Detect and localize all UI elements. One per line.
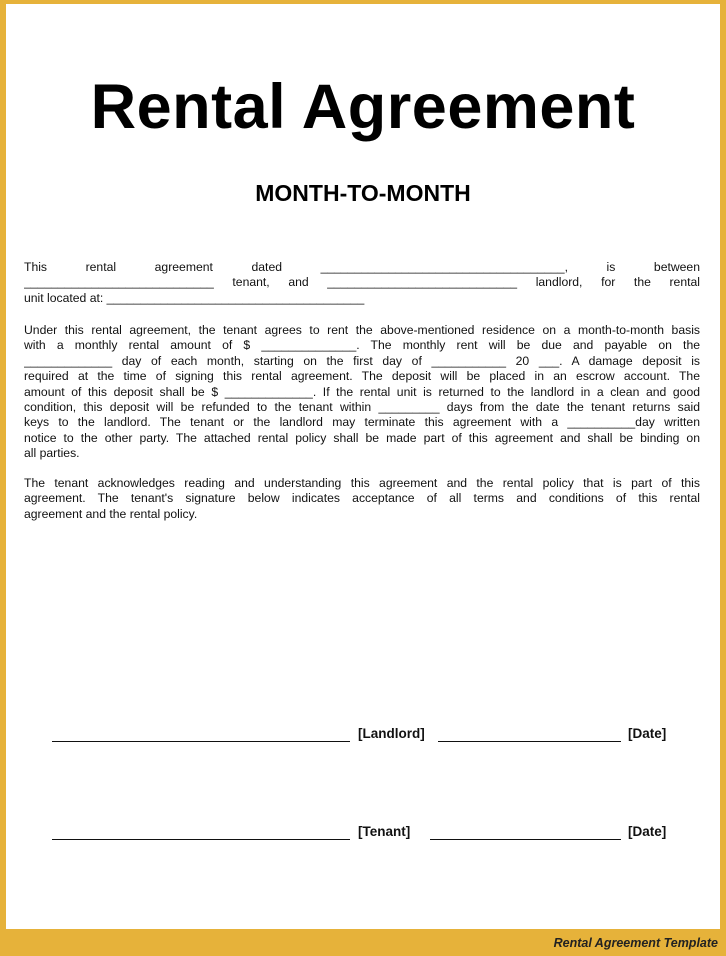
tenant-date-label: [Date] [628,824,667,839]
terms-paragraph [24,323,700,462]
paragraph-line: unit located at: ______________________________________ [24,290,365,305]
paragraph-line: notice to the other party. The attached rental policy shall be made part of this agreement and shall be binding on [24,430,700,445]
paragraph-line: amount of this deposit shall be $ _____________. If the rental unit is returned to the landlord in a clean and good [24,384,700,399]
paragraph-line: agreement. The tenant's signature below indicates acceptance of all terms and conditions of this rental [24,491,700,506]
paragraph-line: _____________ day of each month, starting on the first day of ___________ 20 ___. A damage deposit is [24,353,700,368]
paragraph-line: ____________________________ tenant, and ____________________________ landlord, for the rental [24,275,700,290]
paragraph-line: Under this rental agreement, the tenant agrees to rent the above-mentioned residence on a month-to-month basis [24,323,700,337]
document-title: Rental Agreement [90,72,636,142]
document-subtitle: MONTH-TO-MONTH [255,180,471,206]
parties-paragraph [24,260,700,306]
landlord-signature-line[interactable] [52,741,350,742]
acknowledgement-paragraph [24,476,700,522]
landlord-date-line[interactable] [438,741,621,742]
paragraph-line: agreement and the rental policy. [24,506,198,521]
paragraph-line: with a monthly rental amount of $ ______________. The monthly rent will be due and payable on the [24,338,700,353]
tenant-signature-line[interactable] [52,839,350,840]
footer-caption: Rental Agreement Template [553,936,718,950]
document-page [6,4,720,929]
tenant-date-line[interactable] [430,839,621,840]
paragraph-line: This rental agreement dated ____________________________________, is between [24,260,700,274]
tenant-label: [Tenant] [358,824,411,839]
paragraph-line: condition, this deposit will be refunded to the tenant within _________ days from the date the tenant returns said [24,400,700,415]
paragraph-line: required at the time of signing this rental agreement. The deposit will be placed in an escrow account. The [24,369,700,384]
landlord-label: [Landlord] [358,726,425,741]
paragraph-line: all parties. [24,446,80,461]
landlord-date-label: [Date] [628,726,667,741]
paragraph-line: The tenant acknowledges reading and understanding this agreement and the rental policy that is part of this [24,476,700,490]
paragraph-line: keys to the landlord. The tenant or the landlord may terminate this agreement with a __________day written [24,415,700,430]
